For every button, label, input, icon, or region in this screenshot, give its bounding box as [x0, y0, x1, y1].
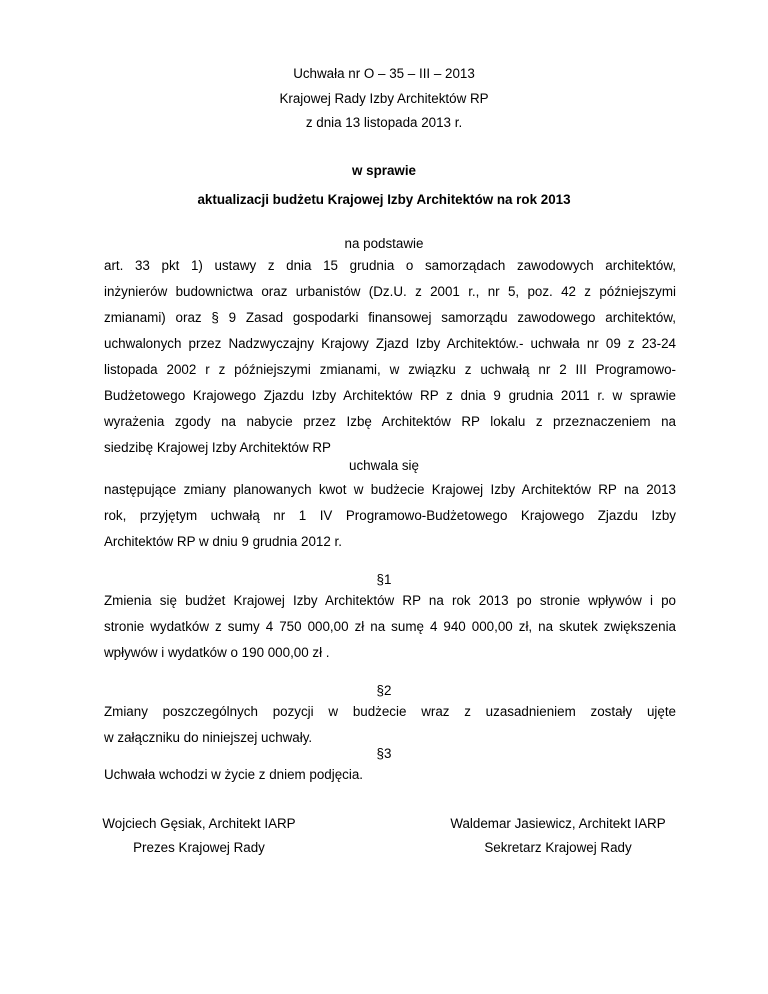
- section-3-paragraph: [104, 762, 676, 788]
- section-1-line: Zmienia się budżet Krajowej Izby Architektów RP na rok 2013 po stronie wpływów i po: [104, 593, 676, 608]
- section-1-line: wpływów i wydatków o 190 000,00 zł .: [104, 645, 330, 660]
- basis-label: na podstawie: [344, 236, 424, 251]
- section-3-symbol: §3: [376, 746, 392, 761]
- basis-line: siedzibę Krajowej Izby Architektów RP: [104, 440, 331, 455]
- signature-left-name: Wojciech Gęsiak, Architekt IARP: [102, 816, 296, 831]
- signature-right-name: Waldemar Jasiewicz, Architekt IARP: [450, 816, 666, 831]
- issuing-body: Krajowej Rady Izby Architektów RP: [279, 91, 489, 106]
- basis-line: zmianami) oraz § 9 Zasad gospodarki finansowej samorządu zawodowego architektów,: [104, 310, 676, 325]
- resolves-paragraph: [104, 477, 676, 555]
- section-2-paragraph: [104, 699, 676, 751]
- resolves-line: rok, przyjętym uchwałą nr 1 IV Programowo-Budżetowego Krajowego Zjazdu Izby: [104, 508, 676, 523]
- basis-line: art. 33 pkt 1) ustawy z dnia 15 grudnia o samorządach zawodowych architektów,: [104, 258, 676, 273]
- basis-line: inżynierów budownictwa oraz urbanistów (Dz.U. z 2001 r., nr 5, poz. 42 z późniejszymi: [104, 284, 676, 299]
- section-1-paragraph: [104, 588, 676, 666]
- section-3-line: Uchwała wchodzi w życie z dniem podjęcia.: [104, 767, 363, 782]
- resolution-number: Uchwała nr O – 35 – III – 2013: [293, 66, 475, 81]
- section-2-line: w załączniku do niniejszej uchwały.: [104, 730, 313, 745]
- resolves-line: Architektów RP w dniu 9 grudnia 2012 r.: [104, 534, 342, 549]
- basis-line: Budżetowego Krajowego Zjazdu Izby Architektów RP z dnia 9 grudnia 2011 r. w sprawie: [104, 388, 676, 403]
- section-2-line: Zmiany poszczególnych pozycji w budżecie wraz z uzasadnieniem zostały ujęte: [104, 704, 676, 719]
- section-1-symbol: §1: [376, 572, 392, 587]
- section-1-line: stronie wydatków z sumy 4 750 000,00 zł na sumę 4 940 000,00 zł, na skutek zwiększenia: [104, 619, 676, 634]
- subject-title: aktualizacji budżetu Krajowej Izby Architektów na rok 2013: [197, 192, 571, 207]
- section-2-symbol: §2: [376, 683, 392, 698]
- subject-label: w sprawie: [351, 163, 416, 178]
- basis-line: uchwalonych przez Nadzwyczajny Krajowy Zjazd Izby Architektów.- uchwała nr 09 z 23-24: [104, 336, 676, 351]
- resolves-line: następujące zmiany planowanych kwot w budżecie Krajowej Izby Architektów RP na 2013: [104, 482, 676, 497]
- signature-left-role: Prezes Krajowej Rady: [133, 840, 265, 855]
- resolution-date: z dnia 13 listopada 2013 r.: [305, 115, 463, 130]
- basis-paragraph: [104, 253, 676, 461]
- basis-line: wyrażenia zgody na nabycie przez Izbę Architektów RP lokalu z przeznaczeniem na: [104, 414, 676, 429]
- signature-right-role: Sekretarz Krajowej Rady: [484, 840, 632, 855]
- resolves-label: uchwala się: [349, 458, 419, 473]
- basis-line: listopada 2002 r z późniejszymi zmianami, w związku z uchwałą nr 2 III Programowo-: [104, 362, 676, 377]
